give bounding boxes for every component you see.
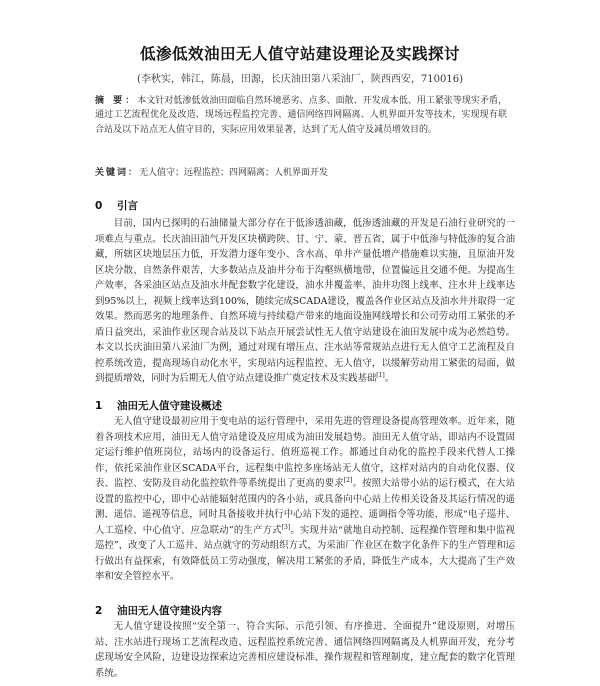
- section-number: 0: [95, 200, 103, 212]
- citation-marker: [2]: [343, 476, 353, 484]
- section-heading: [95, 603, 222, 618]
- body-paragraph: 无人值守建设最初应用于变电站的运行管理中，采用先进的管理设备提高管理效率。近年来，随着各项技术应用，油田无人值守站建设及应用成为油田发展趋势。油田无人值守站，即站内不设置固定运行维护值班岗位，站场内的设备运行、值班巡视工作。都通过自动化的监控手段来代替人工操作，依托采油作业区SCADA平台，远程集中监控多座场站无人值守，这样对站内的自动化仪器、仪表、监控、安防及自动化监控软件等系统提出了更高的要求[2]。按照大站带小站的运行模式，在大站设置的监控中心，即中心站能辐射范围内的各小站，或具备向中心站上传相关设备及其运行情况的遥测、遥信、遥视等信息，同时具备接收并执行中心站下发的遥控、遥调指令等功能，形成“电子巡井、人工巡检、中心值守、应急联动”的生产方式[3]。实现井站“就地自动控制、远程操作管理和集中监视巡控”，改变了人工巡井、站点就守的劳动组织方式，为采油厂作业区在数字化条件下的生产管理和运行做出有益探索，有效降低员工劳动强度，解决用工紧张的矛盾，降低生产成本，大大提高了生产效率和安全管控水平。: [95, 416, 516, 582]
- keywords-text: 无人值守；远程监控；四网隔离；人机界面开发: [139, 168, 329, 178]
- keywords: [95, 166, 507, 180]
- body-paragraph: 目前，国内已探明的石油储量大部分存在于低渗透油藏，低渗透油藏的开发是石油行业研究的一项难点与重点。长庆油田油气开发区块横跨陕、甘、宁、蒙、晋五省，属于中低渗与特低渗的复合油藏，所辖区块地层压力低，开发潜力逐年变小、含水高、单井产量低增产措施难以实施，且原油开发区块分散、自然条件艰苦，大多数站点及油井分布于沟壑纵横地带，位置偏远且交通不便。为提高生产效率，各采油区站点及油水井配套数字化建设，油水井覆盖率、油井功图上线率、注水井上线率达到95%以上，视频上线率达到100%，随续完成SCADA建设，覆盖各作业区站点及油水井并取得一定效果。然而恶劣的地理条件、自然环境与持续稳产带来的地面设施网线增长和公司劳动用工紧张的矛盾日益突出，采油作业区现合站及以下站点开展尝试性无人值守站建设在油田发展中成为必然趋势。本文以长庆油田第八采油厂为例，通过对现有增压点、注水站等常规站点进行无人值守工艺流程及自控系统改造，提高现场自动化水平，实现站内远程监控、无人值守，以缓解劳动用工紧张的局面，做到提质增效，同时为后期无人值守站点建设推广奠定技术及实践基础[1]。: [95, 218, 515, 384]
- abstract-text: 本文针对低渗低效油田面临自然环境恶劣、点多、面散、开发成本低、用工紧张等现实矛盾，通过工艺流程优化及改造、现场远程监控完善、通信网络四网隔离、人机界面开发等技术，实现现有联合站及以下站点无人值守目的，实际应用效果显著，达到了无人值守及减员增效目的。: [95, 96, 507, 135]
- citation-marker: [3]: [281, 523, 291, 531]
- section-title: 油田无人值守建设内容: [117, 605, 222, 617]
- section-number: 2: [95, 605, 103, 617]
- abstract: [95, 94, 507, 137]
- paper-title: 低渗低效油田无人值守站建设理论及实践探讨: [139, 45, 460, 63]
- section-title: 油田无人值守建设概述: [117, 400, 222, 412]
- body-paragraph: 无人值守建设按照“安全第一、符合实际、示范引领、有序推进、全面提升”建设原则，对增压站、注水站进行现场工艺流程改造、远程监控系统完善、通信网络四网隔离及人机界面开发，充分考虑现场安全风险，边建设边探索边完善相应建设标准、操作规程和管理制度，建立配套的数字化管理系统。: [95, 621, 515, 679]
- section-title: 引言: [117, 200, 138, 212]
- section-heading: [95, 398, 222, 413]
- citation-marker: [1]: [376, 371, 385, 379]
- abstract-label: 摘 要：: [95, 96, 138, 106]
- keywords-label: 关键词：: [95, 168, 140, 178]
- paper-authors: (李秋实，韩江，陈晨，田源，长庆油田第八采油厂，陕西西安，710016): [137, 74, 463, 85]
- section-heading: [95, 198, 138, 213]
- section-number: 1: [95, 400, 103, 412]
